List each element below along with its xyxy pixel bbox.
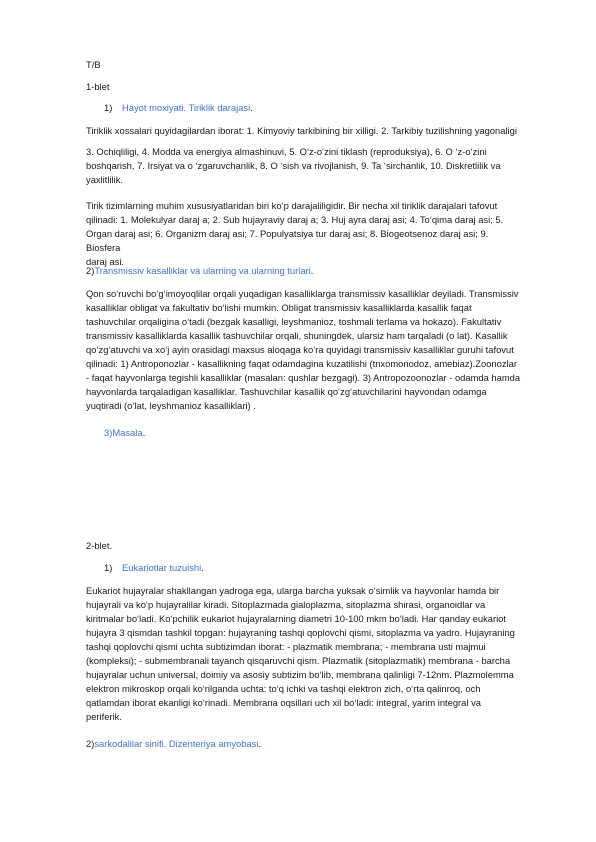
- text-line: qoʻzgʻatuvchi va xoʻj ayin orasidagi maxsus aloqaga koʻra quyidagi transmissiv kasalliklar guruhi tafovut: [86, 344, 514, 355]
- text-line: 3. Ochiqliligi, 4. Modda va energiya almashinuvi, 5. Oʻz-oʻzini tiklash (reproduksiya), 6. O ʻz-oʻzini: [86, 146, 487, 157]
- tb-label: T/B: [86, 59, 101, 70]
- question-number: 1): [104, 102, 113, 113]
- blet-1-heading: 1-blet: [86, 81, 110, 92]
- text-line: transmissiv kasalliklarda kasallik tashuvchilar orqali, shuningdek, ularsiz ham tarqaladi (o lat). Kasallik: [86, 330, 508, 341]
- text-line: hujayrali va koʻp hujayralilar kiradi. Sitoplazmada gialoplazma, sitoplazma shirasi, organoidlar va: [86, 599, 486, 610]
- text-line: yuqtiradi (oʻlat, leyshmanioz kasalliklari) .: [86, 400, 256, 411]
- text-line: Qon soʻruvchi boʻgʻimoyoqlilar orqali yuqadigan kasalliklarga transmissiv kasalliklar deyiladi. Transmissiv: [86, 288, 519, 299]
- question-tail: .: [310, 265, 314, 276]
- text-line: Organ daraj asi; 6. Organizm daraj asi; 7. Populyatsiya tur daraj asi; 8. Biogeotsenoz daraj asi; 9. Biosfera: [86, 228, 489, 253]
- text-line: yaxlitlilik.: [86, 174, 123, 185]
- blet-2-heading: 2-blet.: [86, 540, 113, 551]
- text-line: hujayralar uchun universal, doimiy va asosiy subtizim boʻlib, membrana qalinligi 7-12nm. Plazmolemma: [86, 669, 514, 680]
- text-line: Eukariot hujayralar shakllangan yadroga ega, ularga barcha yuksak oʻsimlik va hayvonlar hamda bir: [86, 585, 500, 596]
- text-line: qatlamdan iborat ekanligi koʻrinadi. Membrana oqsillari uch xil boʻladi: integral, yarim integral va: [86, 697, 481, 708]
- question-number: 2): [86, 738, 95, 749]
- text-line: boshqarish, 7. Irsiyat va o ʻzgaruvchanlik, 8. O ʻsish va rivojlanish, 9. Ta ʻsirchanlik, 10. Diskretlilik va: [86, 160, 501, 171]
- question-title: Hayot moxiyati. Tiriklik darajasi: [122, 102, 251, 113]
- question-2-1: [104, 561, 540, 575]
- text-line: elektron mikroskop orqali koʻrilganda uchta: toʻq ichki va tashqi elektron zich, oʻrta qalinroq, och: [86, 683, 481, 694]
- paragraph-tiriklik-xossalari: [86, 124, 522, 187]
- text-line: qilinadi: 1. Molekulyar daraj a; 2. Sub hujayraviy daraj a; 3. Huj ayra daraj asi; 4. Toʻqima daraj asi; 5.: [86, 214, 504, 225]
- question-title: Masala: [112, 427, 143, 438]
- text-line: Tirik tizimlarning muhim xususiyatlaridan biri koʻp darajaliligidir. Bir necha xil tiriklik darajalari tafovut: [86, 200, 498, 211]
- text-line: (kompleksi); - submembranali tayanch qisqaruvchi qism. Plazmatik (sitoplazmatik) membrana - barcha: [86, 655, 511, 666]
- text-line: periferik.: [86, 711, 122, 722]
- text-line: hayvonlarda tarqaladigan kasalliklar. Tashuvchilar kasallik qoʻzgʻatuvchilarini hayvondan odamga: [86, 386, 487, 397]
- paragraph-transmissiv-kasalliklar: [86, 287, 522, 413]
- question-number: 2): [86, 265, 95, 276]
- text-line: kiritmalar boʻladi. Koʻpchilik eukariot hujayralarning diametri 10-100 mkm boʻladi. Har qanday eukariot: [86, 613, 506, 624]
- question-title: sarkodalilar sinifi. Dizenteriya amyobasi: [94, 738, 259, 749]
- text-line: daraj asi.: [86, 256, 125, 267]
- question-tail: .: [258, 738, 262, 749]
- paragraph-tiriklik-darajalari: [86, 199, 522, 269]
- question-tail: .: [250, 102, 253, 113]
- text-line: - faqat hayvonlarga tegishli kasalliklar (masalan: qushlar bezgagi). 3) Antropozoonozlar - odamda hamda: [86, 372, 521, 383]
- paragraph-eukariot-hujayralar: [86, 584, 522, 724]
- text-line: tashuvchilar orqaligina oʻtadi (bezgak kasalligi, leyshmanioz, toshmali terlama va hokazo). Fakultativ: [86, 316, 502, 327]
- question-tail: .: [142, 427, 146, 438]
- question-1-2: [86, 264, 522, 278]
- text-line: qilinadi: 1) Antroponozlar - kasallikning faqat odamdagina kuzatilishi (tnxomonodoz, amebiaz).Zoonozlar: [86, 358, 517, 369]
- question-1-1: [104, 101, 540, 115]
- text-line: kasalliklar obligat va fakultativ boʻlishi mumkin. Obligat transmissiv kasalliklarda kasallik faqat: [86, 302, 472, 313]
- question-tail: .: [201, 562, 204, 573]
- text-line: tashqi qoplovchi qismi uchta subtizimdan iborat: - plazmatik membrana; - membrana usti majmui: [86, 641, 486, 652]
- question-number: 3): [104, 427, 113, 438]
- question-1-3: [104, 426, 540, 440]
- question-title: Transmissiv kasalliklar va ularning va ularning turlari: [94, 265, 311, 276]
- question-2-2: [86, 737, 522, 751]
- text-line: Tiriklik xossalari quyidagilardan iborat: 1. Kimyoviy tarkibining bir xilligi. 2. Tarkibiy tuzilishning yagonaligi: [86, 125, 517, 136]
- text-line: hujayra 3 qismdan tashkil topgan: hujayraning tashqi qoplovchi qismi, sitoplazma va yadro. Hujayraning: [86, 627, 515, 638]
- question-title: Eukariotlar tuzuishi: [122, 562, 202, 573]
- question-number: 1): [104, 562, 113, 573]
